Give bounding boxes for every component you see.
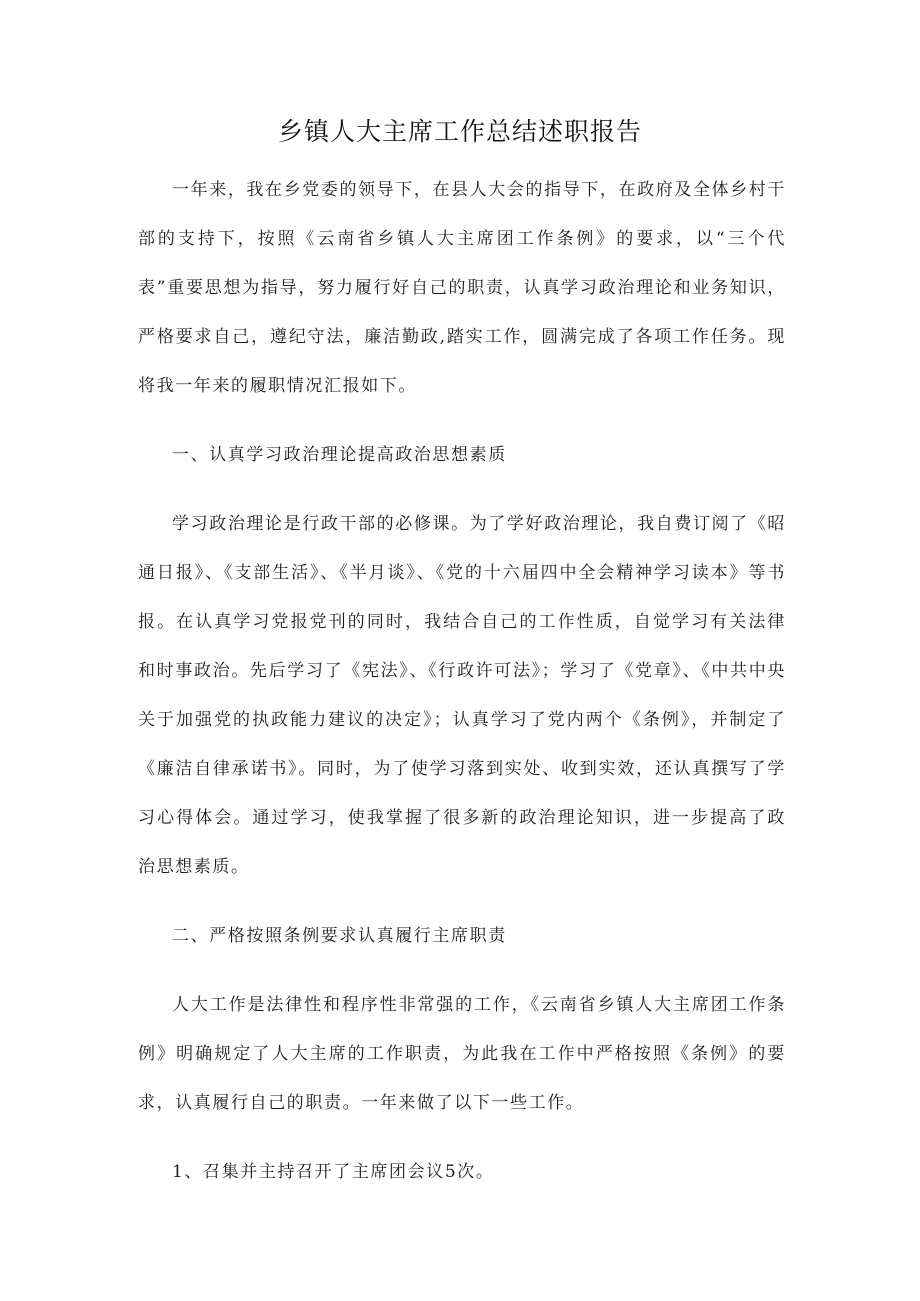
section-heading-1: 一、认真学习政治理论提高政治思想素质: [172, 445, 507, 465]
section-heading-2: 二、严格按照条例要求认真履行主席职责: [172, 926, 507, 946]
section-1-paragraph: 学习政治理论是行政干部的必修课。为了学好政治理论，我自费订阅了《昭通日报》、《支部生活》、《半月谈》、《党的十六届四中全会精神学习读本》等书报。在认真学习党报党刊的同时，我结合自己的工作性质，自觉学习有关法律和时事政治。先后学习了《宪法》、《行政许可法》；学习了《党章》、《中共中央关于加强党的执政能力建议的决定》；认真学习了党内两个《条例》，并制定了《廉洁自律承诺书》。同时，为了使学习落到实处、收到实效，还认真撰写了学习心得体会。通过学习，使我掌握了很多新的政治理论知识，进一步提高了政治思想素质。: [138, 514, 786, 877]
section-2-paragraph: 人大工作是法律性和程序性非常强的工作，《云南省乡镇人大主席团工作条例》明确规定了人大主席的工作职责，为此我在工作中严格按照《条例》的要求，认真履行自己的职责。一年来做了以下一些工作。: [138, 995, 786, 1113]
list-item-1: 1、召集并主持召开了主席团会议5次。: [172, 1162, 495, 1182]
document-body: [138, 166, 786, 1197]
document-title: 乡镇人大主席工作总结述职报告: [277, 117, 642, 146]
intro-paragraph: 一年来，我在乡党委的领导下，在县人大会的指导下，在政府及全体乡村干部的支持下，按照《云南省乡镇人大主席团工作条例》的要求，以“三个代表”重要思想为指导，努力履行好自己的职责，认真学习政治理论和业务知识，严格要求自己，遵纪守法，廉洁勤政,踏实工作，圆满完成了各项工作任务。现将我一年来的履职情况汇报如下。: [138, 180, 786, 396]
